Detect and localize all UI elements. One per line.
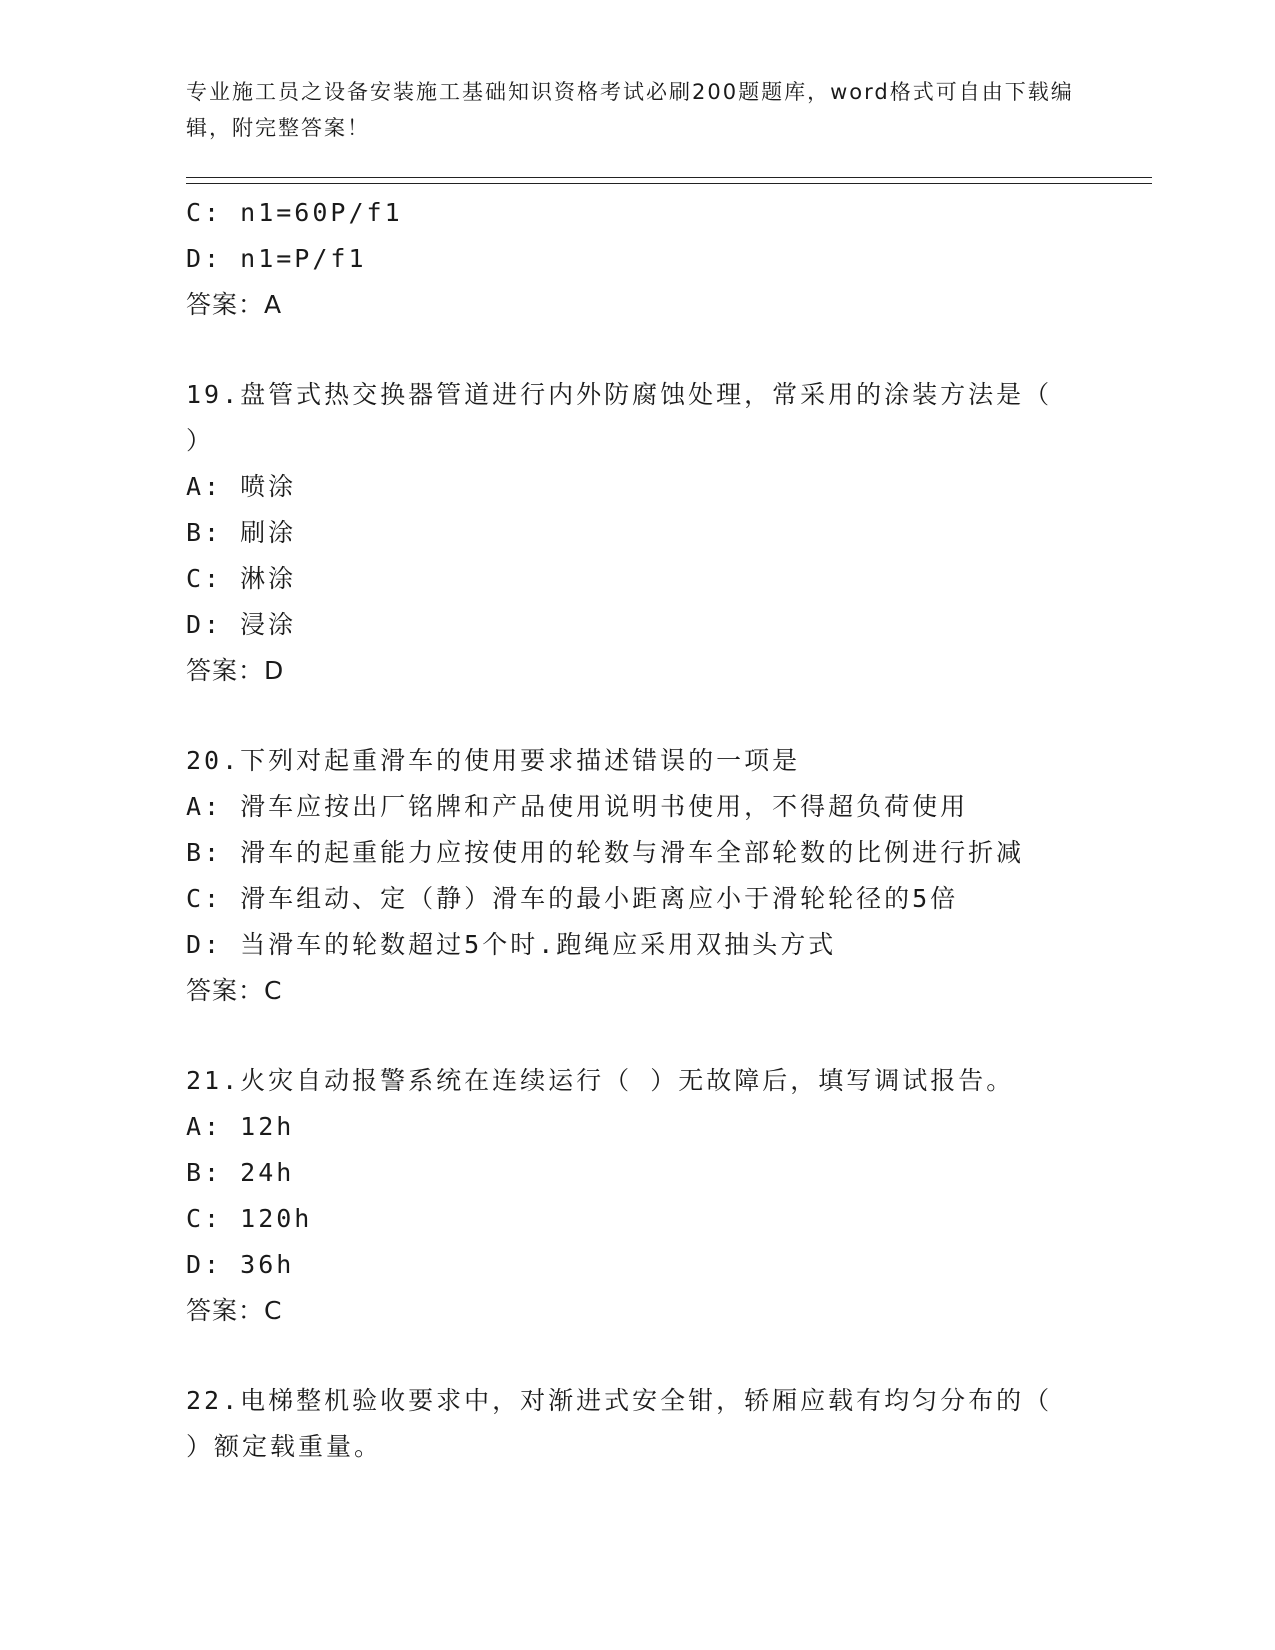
answer-label: 答案：C bbox=[186, 1296, 283, 1325]
question-text: 20.下列对起重滑车的使用要求描述错误的一项是 bbox=[186, 746, 801, 775]
question-text-cont: ）额定载重量。 bbox=[186, 1432, 383, 1461]
option-d: D: n1=P/f1 bbox=[186, 244, 367, 273]
option-a: A: 喷涂 bbox=[186, 472, 297, 501]
option-c: C: 120h bbox=[186, 1204, 313, 1233]
option-c: C: n1=60P/f1 bbox=[186, 198, 403, 227]
spacer bbox=[186, 1014, 1086, 1058]
header-title: 专业施工员之设备安装施工基础知识资格考试必刷200题题库，word格式可自由下载编辑，附完整答案！ bbox=[186, 80, 1074, 140]
option-a: A: 滑车应按出厂铭牌和产品使用说明书使用，不得超负荷使用 bbox=[186, 792, 969, 821]
option-c: C: 滑车组动、定（静）滑车的最小距离应小于滑轮轮径的5倍 bbox=[186, 884, 959, 913]
header-rule-top bbox=[186, 177, 1152, 178]
spacer bbox=[186, 1334, 1086, 1378]
option-b: B: 刷涂 bbox=[186, 518, 297, 547]
answer-label: 答案：D bbox=[186, 656, 285, 685]
header-rule-bottom bbox=[186, 183, 1152, 184]
option-d: D: 36h bbox=[186, 1250, 295, 1279]
answer-label: 答案：A bbox=[186, 290, 283, 319]
question-text: 21.火灾自动报警系统在连续运行（ ）无故障后，填写调试报告。 bbox=[186, 1066, 1015, 1095]
option-d: D: 浸涂 bbox=[186, 610, 297, 639]
option-a: A: 12h bbox=[186, 1112, 295, 1141]
option-c: C: 淋涂 bbox=[186, 564, 297, 593]
question-19 bbox=[186, 372, 1086, 694]
question-22 bbox=[186, 1378, 1086, 1470]
document-body bbox=[186, 190, 1086, 1470]
document-header bbox=[186, 74, 1086, 146]
option-b: B: 滑车的起重能力应按使用的轮数与滑车全部轮数的比例进行折减 bbox=[186, 838, 1025, 867]
option-d: D: 当滑车的轮数超过5个时.跑绳应采用双抽头方式 bbox=[186, 930, 837, 959]
question-text-cont: ） bbox=[186, 426, 215, 455]
question-text: 22.电梯整机验收要求中，对渐进式安全钳，轿厢应载有均匀分布的（ bbox=[186, 1386, 1053, 1415]
spacer bbox=[186, 694, 1086, 738]
spacer bbox=[186, 328, 1086, 372]
option-b: B: 24h bbox=[186, 1158, 295, 1187]
answer-label: 答案：C bbox=[186, 976, 283, 1005]
question-carryover bbox=[186, 190, 1086, 328]
question-text: 19.盘管式热交换器管道进行内外防腐蚀处理，常采用的涂装方法是（ bbox=[186, 380, 1053, 409]
question-20 bbox=[186, 738, 1086, 1014]
question-21 bbox=[186, 1058, 1086, 1334]
